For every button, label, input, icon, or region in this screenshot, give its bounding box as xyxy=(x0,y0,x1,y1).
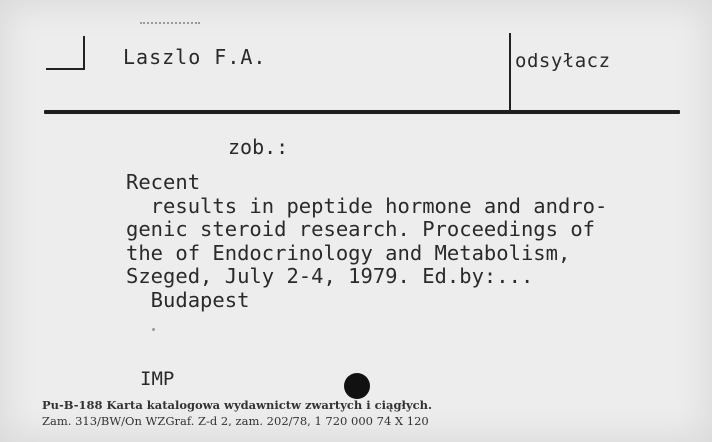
author-heading: Laszlo F.A. xyxy=(123,45,267,69)
reference-label: odsyłacz xyxy=(515,50,611,72)
body-line: the of Endocrinology and Metabolism, xyxy=(126,240,571,265)
header-divider xyxy=(509,33,511,111)
card-body xyxy=(126,171,607,312)
see-reference: zob.: xyxy=(228,135,289,159)
shelfmark: IMP xyxy=(140,368,175,390)
corner-mark-vertical xyxy=(83,36,85,70)
body-line: Szeged, July 2-4, 1979. Ed.by:... xyxy=(126,264,534,288)
ink-speck xyxy=(152,328,155,331)
corner-mark-horizontal xyxy=(46,68,84,70)
printer-footer-line2: Zam. 313/BW/On WZGraf. Z-d 2, zam. 202/78, 1 720 000 74 X 120 xyxy=(42,414,429,428)
printer-footer-line1: Pu-B-188 Karta katalogowa wydawnictw zwartych i ciągłych. xyxy=(42,398,432,412)
header-rule xyxy=(44,110,680,114)
body-line: Recent xyxy=(126,170,201,194)
body-line: Budapest xyxy=(126,287,250,312)
body-line: genic steroid research. Proceedings of xyxy=(126,217,595,241)
body-line: results in peptide hormone and andro- xyxy=(126,193,608,218)
dotted-mark xyxy=(140,22,200,24)
punch-hole xyxy=(344,373,370,399)
